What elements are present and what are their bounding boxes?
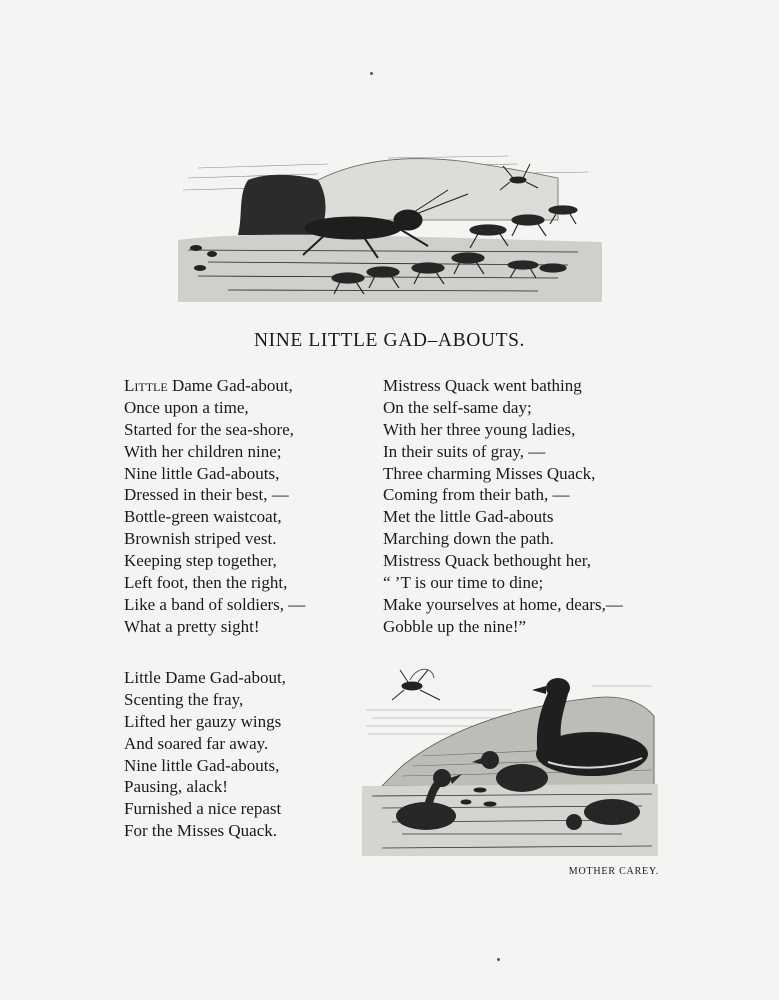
poem-line: Nine little Gad-abouts, xyxy=(124,755,280,775)
poem-line: For the Misses Quack. xyxy=(124,821,277,841)
poem-line: Gobble up the nine!” xyxy=(383,616,527,636)
poem-line: Once upon a time, xyxy=(124,397,249,417)
poem-line: With her children nine; xyxy=(124,441,282,461)
paper-speck xyxy=(497,958,500,961)
poem-line: Furnished a nice repast xyxy=(124,799,282,819)
poem-line: Keeping step together, xyxy=(124,551,277,571)
poem-line: Little Dame Gad-about, xyxy=(124,376,293,395)
poem-line: Bottle-green waistcoat, xyxy=(124,507,282,527)
poem-line: Mistress Quack went bathing xyxy=(383,376,582,395)
poem-line: With her three young ladies, xyxy=(383,419,576,439)
poem-line: Little Dame Gad-about, xyxy=(124,668,286,687)
poem-line: Lifted her gauzy wings xyxy=(124,711,282,731)
grasshoppers-illustration xyxy=(178,150,602,302)
poem-line: Three charming Misses Quack, xyxy=(383,463,596,483)
poem-line: Pausing, alack! xyxy=(124,777,228,797)
poem-line: Mistress Quack bethought her, xyxy=(383,551,592,571)
poem-line: And soared far away. xyxy=(124,733,269,753)
poem-title: NINE LITTLE GAD–ABOUTS. xyxy=(253,330,526,351)
poem-line: Nine little Gad-abouts, xyxy=(124,463,280,483)
stanza-2 xyxy=(383,375,623,638)
poem-line: Started for the sea-shore, xyxy=(124,419,294,439)
poem-line: Like a band of soldiers, — xyxy=(124,594,306,614)
poem-line: Marching down the path. xyxy=(383,529,554,549)
drop-word: Little xyxy=(124,376,168,395)
illustration-credit: MOTHER CAREY. xyxy=(568,866,659,877)
poem-line: Met the little Gad-abouts xyxy=(383,507,554,527)
stanza-3 xyxy=(124,667,286,842)
ducks-illustration xyxy=(362,666,658,856)
poem-line: “ ’T is our time to dine; xyxy=(383,573,544,593)
poem-line: On the self-same day; xyxy=(383,397,532,417)
stanza-1 xyxy=(124,375,305,638)
poem-line: Coming from their bath, — xyxy=(383,485,570,505)
paper-speck xyxy=(370,72,373,75)
poem-line: Make yourselves at home, dears,— xyxy=(383,594,623,614)
poem-line: Dressed in their best, — xyxy=(124,485,289,505)
poem-line: What a pretty sight! xyxy=(124,616,260,636)
poem-line: Left foot, then the right, xyxy=(124,573,288,593)
poem-line: Scenting the fray, xyxy=(124,689,244,709)
poem-line: In their suits of gray, — xyxy=(383,441,546,461)
poem-line: Brownish striped vest. xyxy=(124,529,277,549)
